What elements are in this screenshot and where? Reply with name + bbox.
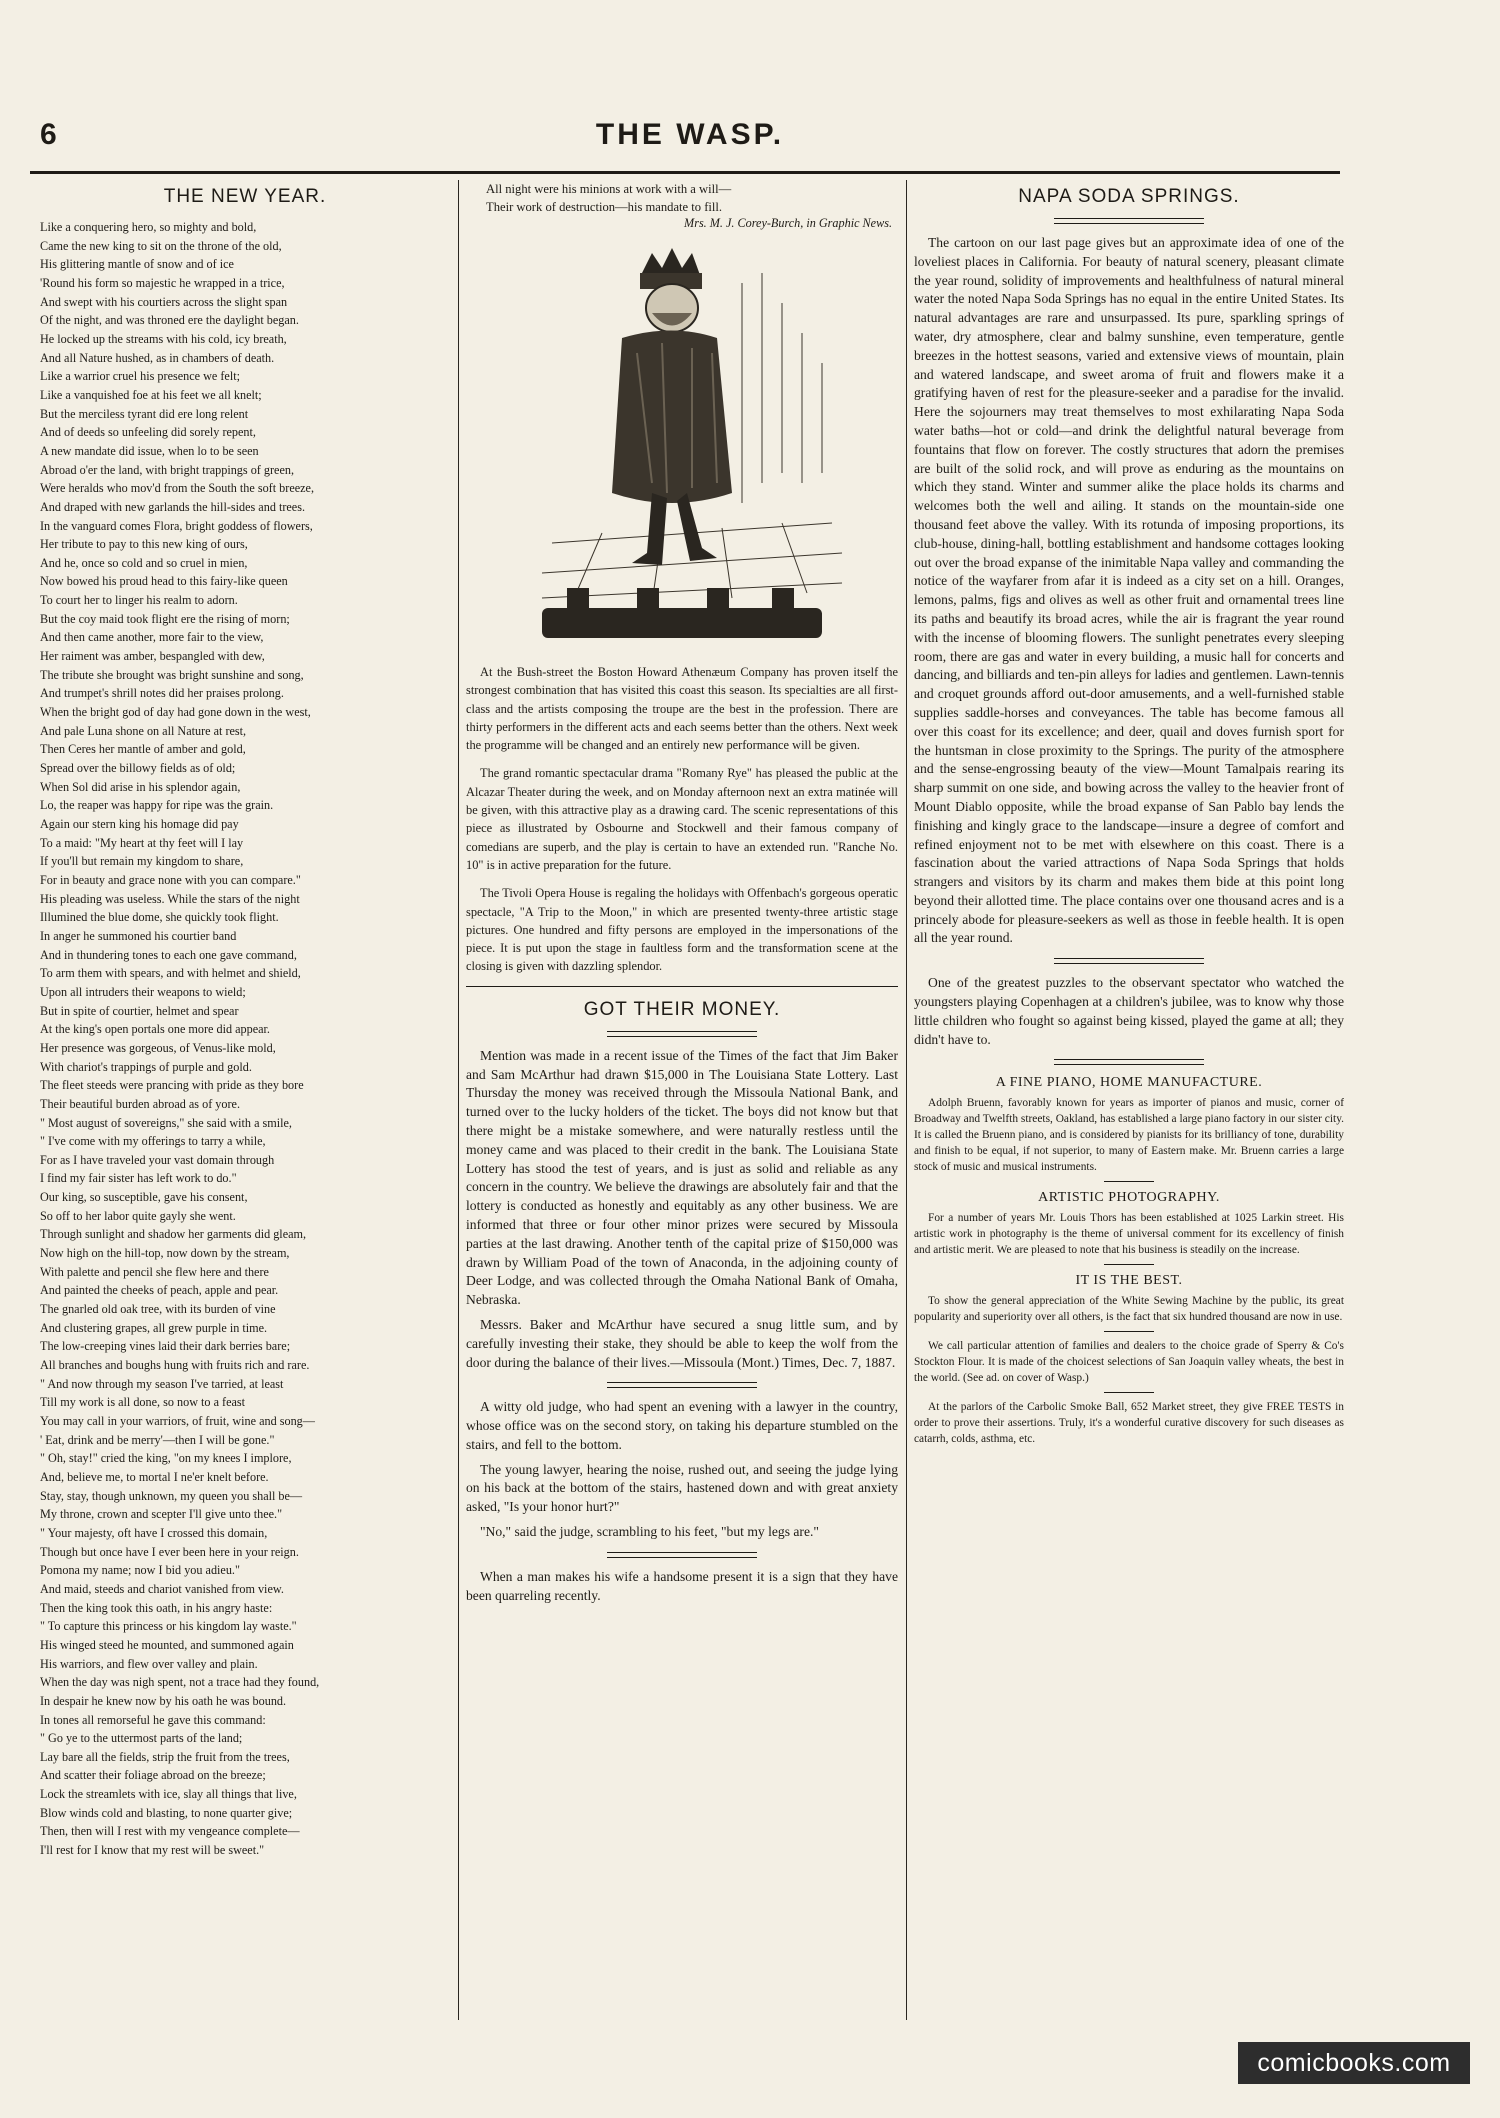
- poem-line: Again our stern king his homage did pay: [40, 817, 239, 831]
- section-rule: [466, 986, 898, 989]
- poem-line: If you'll but remain my kingdom to share,: [40, 854, 244, 869]
- section-rule: [1054, 218, 1204, 224]
- money-paragraph: Mention was made in a recent issue of the Times of the fact that Jim Baker and Sam McArthur had drawn $15,000 in The Louisiana State Lottery. Last Thursday the money was received through the Missoula National Bank, and turned over to the lucky holders of the ticket. The boys did not know but that there might be a mistake somewhere, and were naturally restless until the money came and was placed to their credit in the bank. The Louisiana State Lottery has stood the test of years, and is just as solid and reliable as any concern in the country. We believe the drawings are absolutely fair and that the lottery is conducted as honestly and equitably as any other business. We are informed that three or four other minor prizes were secured by Missoula parties at the last drawing. Another tenth of the capital prize of $150,000 was drawn by William Poad of the town of Anaconda, in the adjoining county of Deer Lodge, and was collected through the Omaha National Bank of Omaha, Nebraska.: [466, 1047, 898, 1308]
- watermark-badge: comicbooks.com: [1238, 2042, 1470, 2084]
- theater-paragraph: The grand romantic spectacular drama "Romany Rye" has pleased the public at the Alcazar Theater during the week, and on Monday afternoon next an extra matinée will be given, with this attractive play as a drawing card. The scenic representations of this piece as illustrated by Osbourne and Stockwell and their famous company of comedians are superb, and the play is certain to have an extended run. "Ranche No. 10" is in active preparation for the future.: [466, 766, 898, 872]
- poem-line: Now high on the hill-top, now down by the stream,: [40, 1246, 290, 1261]
- poem-line: Now bowed his proud head to this fairy-like queen: [40, 574, 288, 589]
- poem-continuation: [466, 180, 898, 216]
- photo-paragraph: For a number of years Mr. Louis Thors has been established at 1025 Larkin street. His artistic work in photography is the theme of universal comment for its excellency of finish and artistic merit. We are pleased to note that his business is steadily on the increase.: [914, 1212, 1344, 1257]
- king-cartoon-illustration: [512, 243, 852, 653]
- poem-line: And maid, steeds and chariot vanished from view.: [40, 1581, 284, 1596]
- column-divider: [458, 180, 459, 2020]
- poem-line: And clustering grapes, all grew purple in time.: [40, 1320, 268, 1335]
- poem-line: Lo, the reaper was happy for ripe was the grain.: [40, 798, 274, 813]
- poem-line: The fleet steeds were prancing with pride as they bore: [40, 1078, 304, 1093]
- poem-line: Her raiment was amber, bespangled with dew,: [40, 649, 265, 664]
- poem-line: And all Nature hushed, as in chambers of death.: [40, 350, 275, 365]
- verse-line: All night were his minions at work with a will—: [486, 182, 732, 196]
- poem-line: In despair he knew now by his oath he was bound.: [40, 1693, 287, 1708]
- poem-line: You may call in your warriors, of fruit, wine and song—: [40, 1414, 315, 1428]
- section-rule: [1054, 958, 1204, 964]
- poem-line: With chariot's trappings of purple and gold.: [40, 1059, 252, 1074]
- poem-line: Lay bare all the fields, strip the fruit from the trees,: [40, 1749, 290, 1764]
- poem-line: And then came another, more fair to the view,: [40, 630, 264, 645]
- page-number: 6: [40, 118, 57, 151]
- poem-line: And painted the cheeks of peach, apple and pear.: [40, 1283, 279, 1298]
- poem-line: When the day was nigh spent, not a trace had they found,: [40, 1675, 320, 1690]
- poem-line: And swept with his courtiers across the slight span: [40, 294, 288, 309]
- middle-column: [466, 180, 898, 2020]
- section-rule: [1104, 1181, 1154, 1182]
- money-paragraph: Messrs. Baker and McArthur have secured a snug little sum, and by carefully investing their stake, they should be able to keep the wolf from the door during the balance of their lives.—Missoula (Mont.) Times, Dec. 7, 1887.: [466, 1316, 898, 1370]
- piano-title: A FINE PIANO, HOME MANUFACTURE.: [995, 1075, 1263, 1091]
- poem-line: And, believe me, to mortal I ne'er knelt before.: [40, 1469, 269, 1484]
- poem-line: Then Ceres her mantle of amber and gold,: [40, 742, 246, 757]
- poem-line: And in thundering tones to each one gave command,: [40, 947, 297, 962]
- poem-line: " To capture this princess or his kingdom lay waste.": [40, 1619, 297, 1634]
- poem-line: Their beautiful burden abroad as of yore.: [40, 1096, 240, 1111]
- poem-line: " Your majesty, oft have I crossed this domain,: [40, 1525, 268, 1540]
- theater-notes: [466, 663, 898, 976]
- poem-line: And draped with new garlands the hill-sides and trees.: [40, 499, 306, 514]
- poem-line: With palette and pencil she flew here and there: [40, 1264, 269, 1279]
- theater-paragraph: The Tivoli Opera House is regaling the holidays with Offenbach's gorgeous operatic spectacle, "A Trip to the Moon," in which are presented twenty-three artistic stage pictures. One hundred and fifty persons are employed in the impersonations of the piece. It is put upon the stage in faultless form and the transformation scene at the closing is given with dazzling splendor.: [466, 886, 898, 974]
- section-rule: [1054, 1059, 1204, 1065]
- poem-line: " Most august of sovereigns," she said with a smile,: [40, 1115, 292, 1130]
- verse-line: Their work of destruction—his mandate to fill.: [486, 200, 723, 214]
- poem-line: The low-creeping vines laid their dark berries bare;: [40, 1339, 291, 1354]
- poem-line: " I've come with my offerings to tarry a while,: [40, 1134, 266, 1149]
- poem-line: His winged steed he mounted, and summoned again: [40, 1637, 294, 1652]
- poem-line: Our king, so susceptible, gave his consent,: [40, 1190, 248, 1205]
- theater-paragraph: At the Bush-street the Boston Howard Athenæum Company has proven itself the strongest combination that has visited this coast this season. Its specialties are all first-class and the artists composing the troupe are the best in the profession. There are thirty performers in the different acts and each seems better than the others. Next week the programme will be changed and an entirely new performance will be given.: [466, 665, 898, 753]
- poem-line: But the coy maid took flight ere the rising of morn;: [40, 611, 290, 626]
- poem-line: Through sunlight and shadow her garments did gleam,: [40, 1227, 307, 1242]
- poem-line: " And now through my season I've tarried, at least: [40, 1376, 284, 1391]
- poem-line: All branches and boughs hung with fruits rich and rare.: [40, 1358, 310, 1373]
- money-title: GOT THEIR MONEY.: [583, 998, 781, 1020]
- poem-line: I'll rest for I know that my rest will be sweet.": [40, 1843, 265, 1858]
- poem-line: His pleading was useless. While the stars of the night: [40, 891, 300, 906]
- poem-line: To a maid: "My heart at thy feet will I lay: [40, 835, 244, 850]
- section-rule: [607, 1382, 757, 1388]
- poem-line: Came the new king to sit on the throne of the old,: [40, 238, 282, 253]
- section-rule: [607, 1552, 757, 1558]
- poem-line: When Sol did arise in his splendor again,: [40, 779, 241, 794]
- judge-anecdote: [466, 1398, 898, 1542]
- best-title: IT IS THE BEST.: [1075, 1273, 1183, 1289]
- flour-paragraph: We call particular attention of families and dealers to the choice grade of Sperry & Co's Stockton Flour. It is made of the choicest selections of San Joaquin valley wheats, the best in the world. (See ad. on cover of Wasp.): [914, 1340, 1344, 1385]
- poem-line: To arm them with spears, and with helmet and shield,: [40, 966, 301, 981]
- section-rule: [1104, 1264, 1154, 1265]
- poem-line: To court her to linger his realm to adorn.: [40, 593, 238, 608]
- poem-line: Abroad o'er the land, with bright trappings of green,: [40, 462, 295, 477]
- napa-title: NAPA SODA SPRINGS.: [1018, 186, 1240, 207]
- poem-column: [40, 180, 450, 2020]
- poem-line: His glittering mantle of snow and of ice: [40, 257, 234, 272]
- header-rule: [30, 171, 1340, 174]
- poem-line: And trumpet's shrill notes did her praises prolong.: [40, 686, 284, 701]
- poem-line: But the merciless tyrant did ere long relent: [40, 406, 249, 421]
- right-column: [914, 180, 1344, 2020]
- poem-line: The gnarled old oak tree, with its burden of vine: [40, 1302, 276, 1317]
- poem-line: My throne, crown and scepter I'll give unto thee.": [40, 1507, 283, 1522]
- poem-line: Her presence was gorgeous, of Venus-like mold,: [40, 1040, 276, 1055]
- poem-line: Stay, stay, though unknown, my queen you shall be—: [40, 1488, 303, 1503]
- poem-line: ' Eat, drink and be merry'—then I will be gone.": [40, 1432, 275, 1447]
- section-rule: [1104, 1331, 1154, 1332]
- napa-paragraph: The cartoon on our last page gives but an approximate idea of one of the loveliest places in California. For beauty of natural scenery, pleasant climate the year round, solidity of improvements and healthfulness of natural mineral water the noted Napa Soda Springs has no equal in the entire United States. Its natural advantages are rare and unsurpassed. Its pure, sparkling springs of water, dry atmosphere, clear and balmy sunshine, even temperature, gentle breezes in the hottest seasons, varied and extensive views of mountain, plain and watered landscape, and sweet aroma of fruit and flowers make it a gratifying haven of rest for the pleasure-seeker and a paradise for the invalid. Here the sojourners may treat themselves to most exhilarating Napa Soda water baths—hot or cold—and drink the delightful natural beverage from fountains that flow on forever. The costly structures that adorn the premises are built of the solid rock, and will prove as enduring as the mountains on which they stand. Winter and summer alike the place holds its charms and welcomes both the well and ailing. It stands on the mountain-side one thousand feet above the valley. With its rotunda of imposing proportions, its club-house, dining-hall, bottling establishment and handsome cottages looking out over the broad expanse of the inimitable Napa valley and commanding the notice of the wayfarer from afar it is indeed as a city set on a hill. Oranges, lemons, palms, figs and olives as well as other fruit and ornamental trees line its paths and beautify its broad acres, while the air is fragrant the year round with the incense of blooming flowers. The sunlight penetrates every sleeping room, there are gas and water in every building, a music hall for concerts and dancing, and billiards and ten-pin alleys for ladies and gentlemen. Lawn-tennis and croquet grounds afford out-door amusements, and a well-furnished stable supplies saddle-horses and conveyances. The table has become famous all over this coast for its excellence; and deer, quail and doves furnish sport for the huntsman in close proximity to the Springs. The purity of the atmosphere and the sense-engrossing beauty of the view—Mount Tamalpais rearing its sharp summit on one side, and bowing across the valley to the heavier front of Mount Diablo opposite, while the broad expanse of San Pablo bay lends the finishing and kingly grace to the landscape—insure a degree of comfort and refined enjoyment not to be met with elsewhere on this coast. There is a fascination about the varied attractions of Napa Soda Springs that holds strangers and visitors by its charm and makes them bide at this point long beyond their allotted time. The place contains over one thousand acres and is a princely abode for pleasure-seekers as well as those in feeble health. It is open all the year round.: [914, 235, 1344, 946]
- poem-line: 'Round his form so majestic he wrapped in a trice,: [40, 275, 285, 290]
- poem-line: So off to her labor quite gayly she went.: [40, 1208, 236, 1223]
- wife-paragraph: When a man makes his wife a handsome present it is a sign that they have been quarreling recently.: [466, 1568, 898, 1603]
- poem-line: I find my fair sister has left work to do.": [40, 1171, 237, 1186]
- poem-line: Like a vanquished foe at his feet we all knelt;: [40, 387, 262, 402]
- piano-paragraph: Adolph Bruenn, favorably known for years as importer of pianos and music, corner of Broadway and Twelfth streets, Oakland, has established a large piano factory in our sister city. It is called the Bruenn piano, and is considered by pianists for its brilliancy of tone, durability and finish to be equal, if not superior, to many of Eastern make. Mr. Bruenn carries a large stock of music and musical instruments.: [914, 1097, 1344, 1174]
- poem-line: " Oh, stay!" cried the king, "on my knees I implore,: [40, 1451, 292, 1466]
- poem-line: Like a conquering hero, so mighty and bold,: [40, 220, 257, 234]
- poem-line: And he, once so cold and so cruel in mien,: [40, 555, 248, 570]
- best-paragraph: To show the general appreciation of the White Sewing Machine by the public, its great popularity and superiority over all others, is the fact that six hundred thousand are now in use.: [914, 1295, 1344, 1324]
- poem-line: And pale Luna shone on all Nature at rest,: [40, 723, 247, 738]
- poem-line: Though but once have I ever been here in your reign.: [40, 1544, 299, 1559]
- photo-title: ARTISTIC PHOTOGRAPHY.: [1038, 1190, 1220, 1206]
- poem-line: Blow winds cold and blasting, to none quarter give;: [40, 1805, 293, 1820]
- paper-title: THE WASP.: [595, 118, 785, 151]
- poem-line: Of the night, and was throned ere the daylight began.: [40, 313, 299, 328]
- poem-body: [40, 218, 450, 1860]
- poem-line: Her tribute to pay to this new king of ours,: [40, 537, 248, 552]
- poem-line: Were heralds who mov'd from the South the soft breeze,: [40, 481, 314, 496]
- poem-line: Till my work is all done, so now to a feast: [40, 1395, 246, 1410]
- poem-line: And of deeds so unfeeling did sorely repent,: [40, 425, 256, 440]
- poem-line: Then, then will I rest with my vengeance complete—: [40, 1824, 300, 1839]
- poem-line: Like a warrior cruel his presence we felt;: [40, 369, 240, 384]
- puzzle-paragraph: One of the greatest puzzles to the observant spectator who watched the youngsters playing Copenhagen at a children's jubilee, was to know why those little children who fought so against being kissed, played the game at all; they didn't have to.: [914, 975, 1344, 1047]
- poem-line: Then the king took this oath, in his angry haste:: [40, 1600, 273, 1615]
- poem-title: THE NEW YEAR.: [163, 186, 327, 207]
- poem-line: He locked up the streams with his cold, icy breath,: [40, 331, 287, 346]
- poem-line: The tribute she brought was bright sunshine and song,: [40, 667, 304, 682]
- judge-paragraph: The young lawyer, hearing the noise, rushed out, and seeing the judge lying on his back at the bottom of the stairs, hastened down and with great anxiety asked, "Is your honor hurt?": [466, 1461, 898, 1515]
- judge-paragraph: A witty old judge, who had spent an evening with a lawyer in the country, whose office was on the second story, on taking his departure stumbled on the stairs, and fell to the bottom.: [466, 1399, 898, 1452]
- poem-line: Lock the streamlets with ice, slay all things that live,: [40, 1787, 297, 1802]
- poem-attribution: Mrs. M. J. Corey-Burch, in Graphic News.: [684, 216, 892, 230]
- poem-line: When the bright god of day had gone down in the west,: [40, 705, 311, 720]
- poem-line: Spread over the billowy fields as of old;: [40, 761, 236, 776]
- column-divider: [906, 180, 907, 2020]
- poem-line: Illumined the blue dome, she quickly took flight.: [40, 910, 279, 925]
- poem-line: But in spite of courtier, helmet and spear: [40, 1003, 239, 1018]
- poem-line: In the vanguard comes Flora, bright goddess of flowers,: [40, 518, 313, 533]
- money-article: [466, 1047, 898, 1373]
- poem-line: For as I have traveled your vast domain through: [40, 1152, 275, 1167]
- poem-line: Pomona my name; now I bid you adieu.": [40, 1563, 240, 1578]
- poem-line: In tones all remorseful he gave this command:: [40, 1712, 266, 1727]
- poem-line: Upon all intruders their weapons to wield;: [40, 984, 246, 999]
- judge-paragraph: "No," said the judge, scrambling to his feet, "but my legs are.": [480, 1524, 819, 1540]
- section-rule: [607, 1031, 757, 1037]
- poem-line: For in beauty and grace none with you can compare.": [40, 872, 301, 887]
- poem-line: And scatter their foliage abroad on the breeze;: [40, 1768, 266, 1783]
- poem-line: His warriors, and flew over valley and plain.: [40, 1656, 258, 1671]
- smoke-ball-paragraph: At the parlors of the Carbolic Smoke Ball, 652 Market street, they give FREE TESTS in order to prove their assertions. Truly, it's a wonderful curative discovery for such diseases as catarrh, colds, asthma, etc.: [914, 1401, 1344, 1446]
- poem-line: " Go ye to the uttermost parts of the land;: [40, 1731, 243, 1746]
- section-rule: [1104, 1392, 1154, 1393]
- poem-line: A new mandate did issue, when lo to be seen: [40, 443, 259, 458]
- masthead: [40, 118, 1340, 168]
- poem-line: At the king's open portals one more did appear.: [40, 1022, 270, 1037]
- poem-line: In anger he summoned his courtier band: [40, 928, 237, 943]
